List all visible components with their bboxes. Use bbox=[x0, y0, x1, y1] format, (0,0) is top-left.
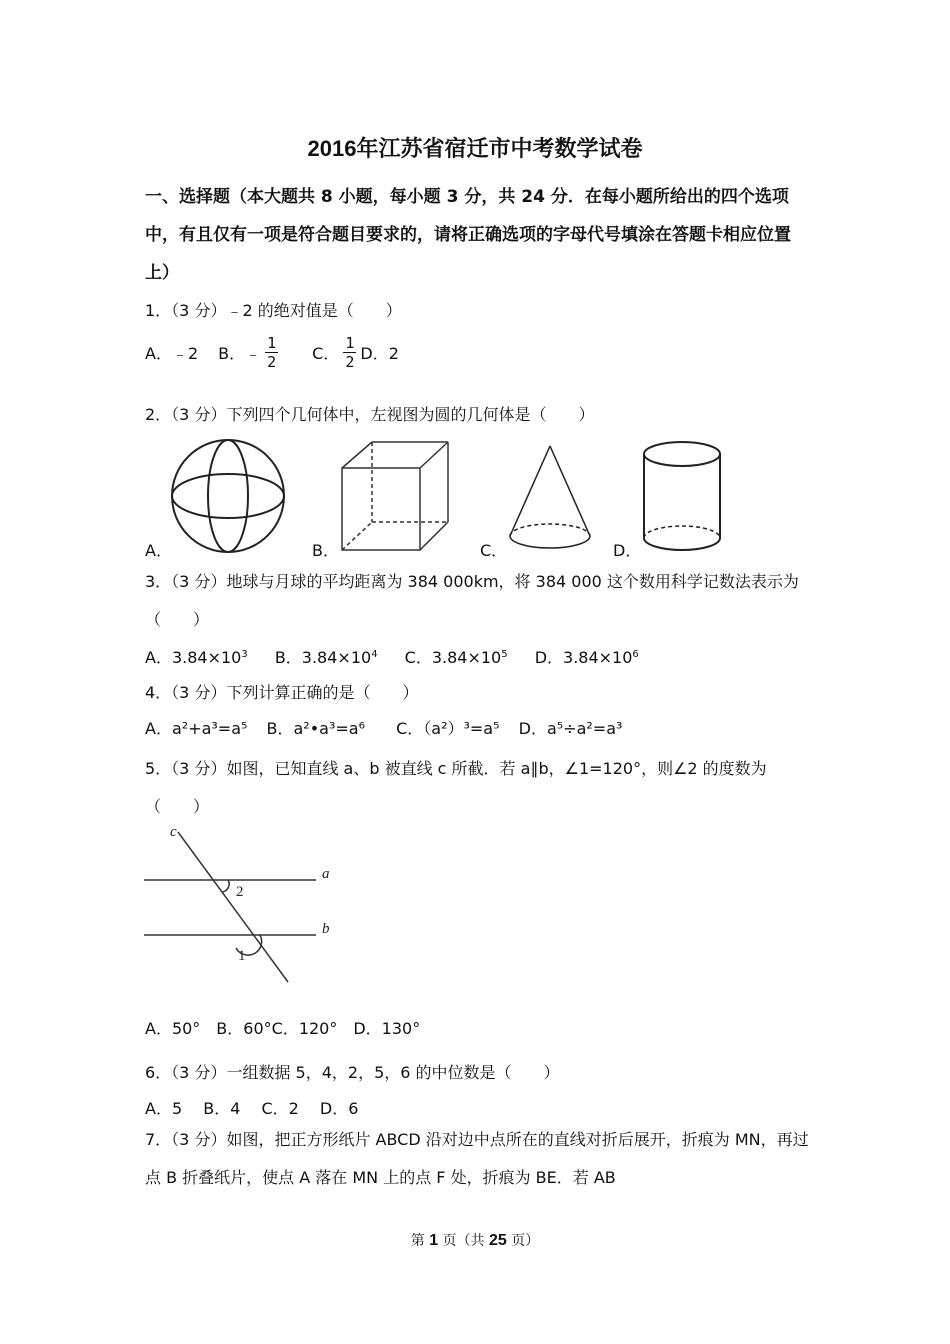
cone-figure bbox=[510, 446, 590, 548]
q3-option-a: A．$3.84\times 10^3$ bbox=[145, 648, 248, 667]
question-6-stem: 6．（3 分）一组数据 5，4，2，5，6 的中位数是（ ） bbox=[145, 1063, 560, 1082]
question-2-stem: 2．（3 分）下列四个几何体中，左视图为圆的几何体是（ ） bbox=[145, 405, 595, 424]
q1-option-a: A．﹣2 bbox=[145, 344, 199, 363]
cube-figure bbox=[342, 442, 448, 550]
sphere-figure bbox=[172, 440, 284, 552]
q4-option-b: B．a²•a³=a⁶ bbox=[266, 719, 365, 738]
question-1-stem: 1．（3 分）﹣2 的绝对值是（ ） bbox=[145, 301, 402, 320]
q4-option-a: A．a²+a³=a⁵ bbox=[145, 719, 248, 738]
q1-option-b: B．﹣ bbox=[218, 344, 262, 363]
q1-option-d: D．2 bbox=[360, 344, 399, 363]
question-5-options: A．50° B．60°C．120° D．130° bbox=[145, 1019, 421, 1038]
page-number: 1 bbox=[429, 1232, 439, 1249]
q2-label-b: B． bbox=[312, 541, 339, 560]
label-angle-1: 1 bbox=[238, 948, 246, 964]
q2-label-a: A． bbox=[145, 541, 172, 560]
line-c bbox=[178, 832, 288, 982]
q1-option-c-fraction: $\frac{1}{2}$ bbox=[345, 334, 355, 371]
label-a: a bbox=[322, 866, 330, 882]
question-3-options bbox=[145, 645, 661, 668]
cylinder-figure bbox=[644, 442, 720, 550]
page-title: 2016年江苏省宿迁市中考数学试卷 bbox=[307, 136, 643, 161]
label-b: b bbox=[322, 921, 330, 937]
q2-label-d: D． bbox=[613, 541, 642, 560]
q2-figures bbox=[160, 436, 740, 561]
question-4-stem: 4．（3 分）下列计算正确的是（ ） bbox=[145, 683, 419, 702]
question-5-stem: 5．（3 分）如图，已知直线 a、b 被直线 c 所截．若 a∥b，∠1=120°，则∠2 的度数为（ ） bbox=[145, 759, 767, 816]
question-3-stem: 3．（3 分）地球与月球的平均距离为 384 000km，将 384 000 这个数用科学记数法表示为（ ） bbox=[145, 572, 799, 629]
page-footer: 第 1 页（共 25 页） bbox=[410, 1232, 540, 1249]
q3-option-d: D．$3.84\times 10^6$ bbox=[534, 648, 639, 667]
q1-option-b-fraction: $\frac{1}{2}$ bbox=[267, 334, 277, 371]
question-1-options bbox=[145, 334, 399, 371]
q4-option-d: D．a⁵÷a²=a³ bbox=[518, 719, 623, 738]
question-4-options bbox=[145, 716, 644, 739]
q3-option-b: B．$3.84\times 10^4$ bbox=[274, 648, 378, 667]
label-angle-2: 2 bbox=[236, 884, 244, 900]
label-c: c bbox=[170, 824, 177, 840]
question-6-options: A．5 B．4 C．2 D．6 bbox=[145, 1099, 359, 1118]
question-7-stem: 7．（3 分）如图，把正方形纸片 ABCD 沿对边中点所在的直线对折后展开，折痕为 MN，再过点 B 折叠纸片，使点 A 落在 MN 上的点 F 处，折痕为 BE．若 AB bbox=[145, 1130, 809, 1187]
section-heading: 一、选择题（本大题共 8 小题，每小题 3 分，共 24 分．在每小题所给出的四个选项中，有且仅有一项是符合题目要求的，请将正确选项的字母代号填涂在答题卡相应位置上） bbox=[145, 187, 791, 283]
q2-label-c: C． bbox=[480, 541, 508, 560]
page-total: 25 bbox=[489, 1232, 507, 1249]
q5-parallel-lines-figure bbox=[140, 822, 340, 990]
q3-option-c: C．$3.84\times 10^5$ bbox=[404, 648, 508, 667]
q1-option-c: C． bbox=[312, 344, 340, 363]
angle-2-arc bbox=[222, 880, 229, 892]
q4-option-c: C．（a²）³=a⁵ bbox=[396, 719, 500, 738]
